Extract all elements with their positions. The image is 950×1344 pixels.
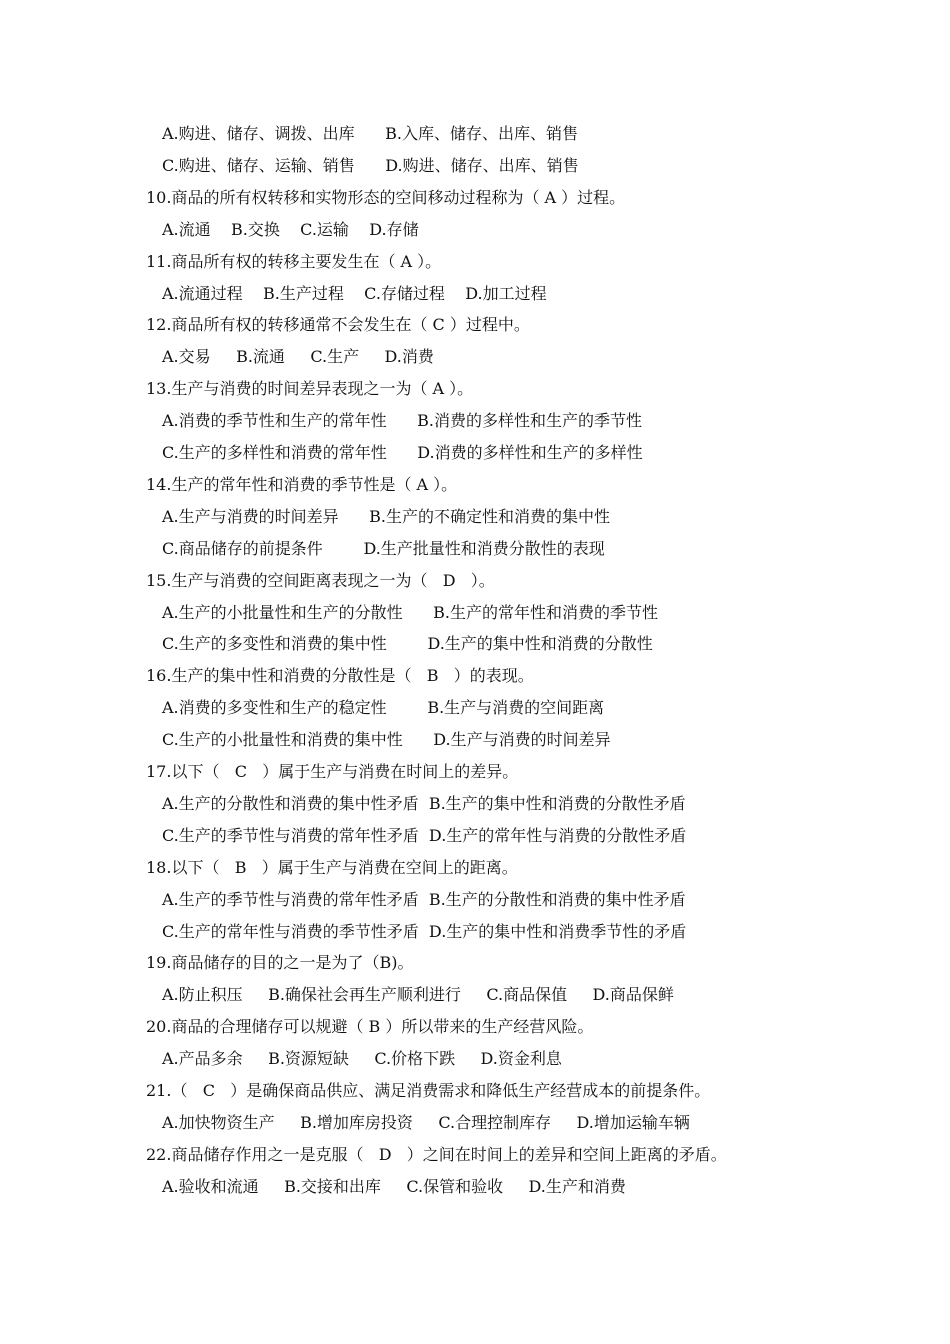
option-line: C.生产的常年性与消费的季节性矛盾 D.生产的集中性和消费季节性的矛盾 [162, 922, 687, 941]
question-line: 18.以下（ B ）属于生产与消费在空间上的距离。 [146, 858, 518, 877]
question-line: 10.商品的所有权转移和实物形态的空间移动过程称为（ A ）过程。 [146, 188, 626, 207]
option-line: A.生产的分散性和消费的集中性矛盾 B.生产的集中性和消费的分散性矛盾 [162, 794, 686, 813]
question-line: 15.生产与消费的空间距离表现之一为（ D ）。 [146, 571, 495, 590]
question-line: 14.生产的常年性和消费的季节性是（ A ）。 [146, 475, 458, 494]
question-line: 19.商品储存的目的之一是为了（B)。 [146, 953, 414, 972]
question-line: 13.生产与消费的时间差异表现之一为（ A ）。 [146, 379, 474, 398]
option-line: C.生产的季节性与消费的常年性矛盾 D.生产的常年性与消费的分散性矛盾 [162, 826, 687, 845]
option-line: A.流通 B.交换 C.运输 D.存储 [162, 220, 419, 239]
question-line: 17.以下（ C ）属于生产与消费在时间上的差异。 [146, 762, 519, 781]
option-line: A.购进、储存、调拨、出库 B.入库、储存、出库、销售 [162, 124, 579, 143]
option-line: C.生产的多样性和消费的常年性 D.消费的多样性和生产的多样性 [162, 443, 643, 462]
question-line: 22.商品储存作用之一是克服（ D ）之间在时间上的差异和空间上距离的矛盾。 [146, 1145, 727, 1164]
option-line: A.流通过程 B.生产过程 C.存储过程 D.加工过程 [162, 284, 547, 303]
option-line: A.产品多余 B.资源短缺 C.价格下跌 D.资金利息 [162, 1049, 562, 1068]
option-line: A.生产的小批量性和生产的分散性 B.生产的常年性和消费的季节性 [162, 603, 659, 622]
option-line: C.购进、储存、运输、销售 D.购进、储存、出库、销售 [162, 156, 579, 175]
question-line: 16.生产的集中性和消费的分散性是（ B ）的表现。 [146, 666, 534, 685]
option-line: A.消费的多变性和生产的稳定性 B.生产与消费的空间距离 [162, 698, 605, 717]
option-line: C.生产的多变性和消费的集中性 D.生产的集中性和消费的分散性 [162, 634, 653, 653]
question-line: 12.商品所有权的转移通常不会发生在（ C ）过程中。 [146, 315, 530, 334]
option-line: A.交易 B.流通 C.生产 D.消费 [162, 347, 434, 366]
option-line: A.验收和流通 B.交接和出库 C.保管和验收 D.生产和消费 [162, 1177, 626, 1196]
option-line: A.消费的季节性和生产的常年性 B.消费的多样性和生产的季节性 [162, 411, 643, 430]
option-line: A.生产与消费的时间差异 B.生产的不确定性和消费的集中性 [162, 507, 611, 526]
option-line: C.商品储存的前提条件 D.生产批量性和消费分散性的表现 [162, 539, 605, 558]
question-line: 21.（ C ）是确保商品供应、满足消费需求和降低生产经营成本的前提条件。 [146, 1081, 711, 1100]
question-line: 11.商品所有权的转移主要发生在（ A ）。 [146, 252, 442, 271]
option-line: C.生产的小批量性和消费的集中性 D.生产与消费的时间差异 [162, 730, 611, 749]
option-line: A.加快物资生产 B.增加库房投资 C.合理控制库存 D.增加运输车辆 [162, 1113, 690, 1132]
option-line: A.防止积压 B.确保社会再生产顺利进行 C.商品保值 D.商品保鲜 [162, 985, 674, 1004]
question-line: 20.商品的合理储存可以规避（ B ）所以带来的生产经营风险。 [146, 1017, 594, 1036]
option-line: A.生产的季节性与消费的常年性矛盾 B.生产的分散性和消费的集中性矛盾 [162, 890, 686, 909]
